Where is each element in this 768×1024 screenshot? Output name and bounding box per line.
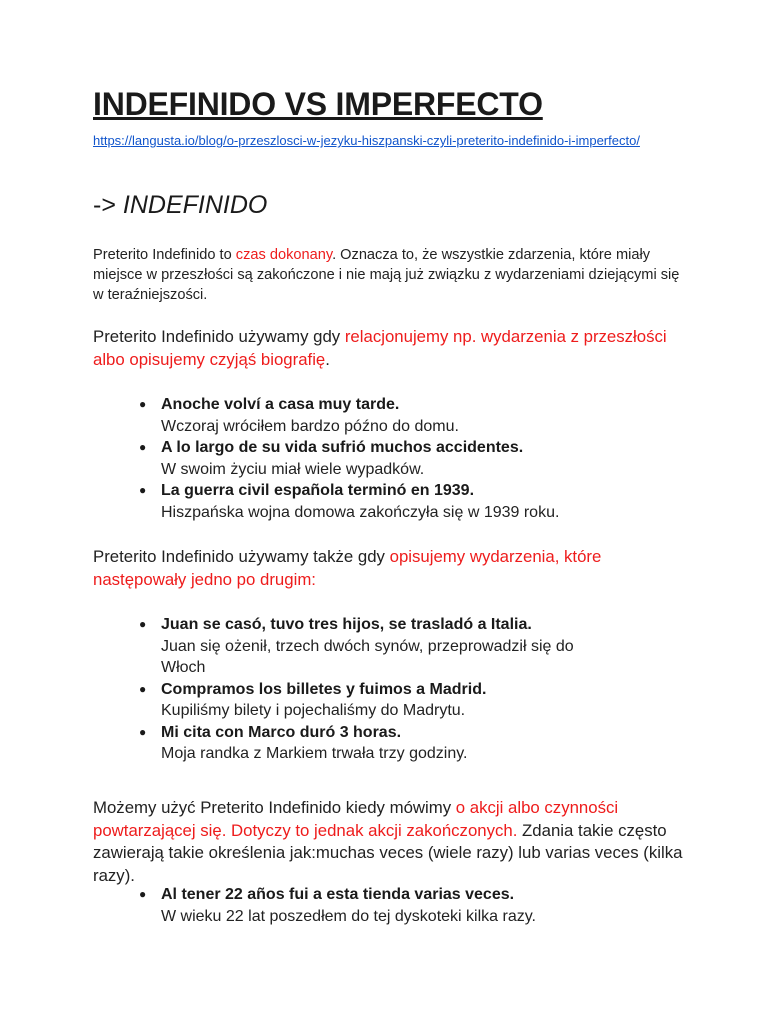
example-list-1 (161, 394, 681, 523)
paragraph-usage-repeated (93, 797, 683, 887)
arrow-text: -> (93, 191, 116, 219)
section-heading (93, 191, 267, 220)
example-spanish: ● Mi cita con Marco duró 3 horas. (161, 723, 402, 741)
list-item (161, 480, 681, 523)
example-spanish: ● Anoche volví a casa muy tarde. (161, 396, 400, 413)
section-title: INDEFINIDO (122, 191, 268, 219)
example-polish: Hiszpańska wojna domowa zakończyła się w 1939 roku. (161, 503, 560, 521)
example-spanish: ● Juan se casó, tuvo tres hijos, se trasladó a Italia. (161, 616, 532, 633)
page-title: INDEFINIDO VS IMPERFECTO (93, 86, 543, 122)
list-item (161, 614, 681, 679)
example-polish: Moja randka z Markiem trwała trzy godziny. (161, 745, 468, 762)
paragraph-text: Preterito Indefinido używamy także gdy (93, 547, 390, 566)
paragraph-usage-biography (93, 326, 683, 371)
list-item (161, 722, 681, 765)
example-polish: W wieku 22 lat poszedłem do tej dyskoteki kilka razy. (161, 907, 536, 925)
source-link[interactable]: https://langusta.io/blog/o-przeszlosci-w-jezyku-hiszpanski-czyli-preterito-indefinido-i-imperfecto/ (93, 133, 640, 148)
paragraph-text: Preterito Indefinido używamy gdy (93, 327, 345, 346)
list-item (161, 679, 681, 722)
paragraph-text: . (325, 349, 330, 369)
highlight-text: relacjonujemy np. wydarzenia z przeszłości albo opisujemy czyjąś biografię (93, 327, 667, 369)
list-item (161, 884, 681, 927)
example-spanish: ● La guerra civil española terminó en 1939. (161, 482, 475, 499)
list-item (161, 394, 681, 437)
highlight-text: o akcji albo czynności powtarzającej się. Dotyczy to jednak akcji zakończonych. (93, 798, 619, 840)
example-polish: W swoim życiu miał wiele wypadków. (161, 460, 425, 478)
highlight-text: opisujemy wydarzenia, które następowały jedno po drugim: (93, 547, 602, 589)
example-list-3 (161, 884, 681, 927)
example-spanish: ● A lo largo de su vida sufrió muchos accidentes. (161, 439, 524, 456)
paragraph-text: Zdania takie często zawierają takie określenia jak:muchas veces (wiele razy) lub varias veces (kilka razy). (93, 820, 683, 885)
paragraph-text: Możemy użyć Preterito Indefinido kiedy mówimy (93, 798, 456, 817)
example-list-2 (161, 614, 681, 765)
paragraph-definition (93, 245, 683, 305)
example-spanish: ● Compramos los billetes y fuimos a Madrid. (161, 680, 487, 698)
paragraph-text: Preterito Indefinido to (93, 247, 236, 263)
example-polish: Kupiliśmy bilety i pojechaliśmy do Madrytu. (161, 702, 466, 719)
example-polish: Wczoraj wróciłem bardzo późno do domu. (161, 417, 459, 435)
paragraph-usage-sequence (93, 546, 683, 591)
highlight-text: czas dokonany (235, 247, 333, 263)
list-item (161, 437, 681, 480)
paragraph-text: . Oznacza to, że wszystkie zdarzenia, które miały miejsce w przeszłości są zakończone i nie mają już związku z wydarzeniami dziejącymi się w teraźniejszości. (93, 247, 680, 303)
example-polish: Juan się ożenił, trzech dwóch synów, przeprowadził się do Włoch (161, 637, 574, 676)
example-spanish: ● Al tener 22 años fui a esta tienda varias veces. (161, 886, 515, 903)
